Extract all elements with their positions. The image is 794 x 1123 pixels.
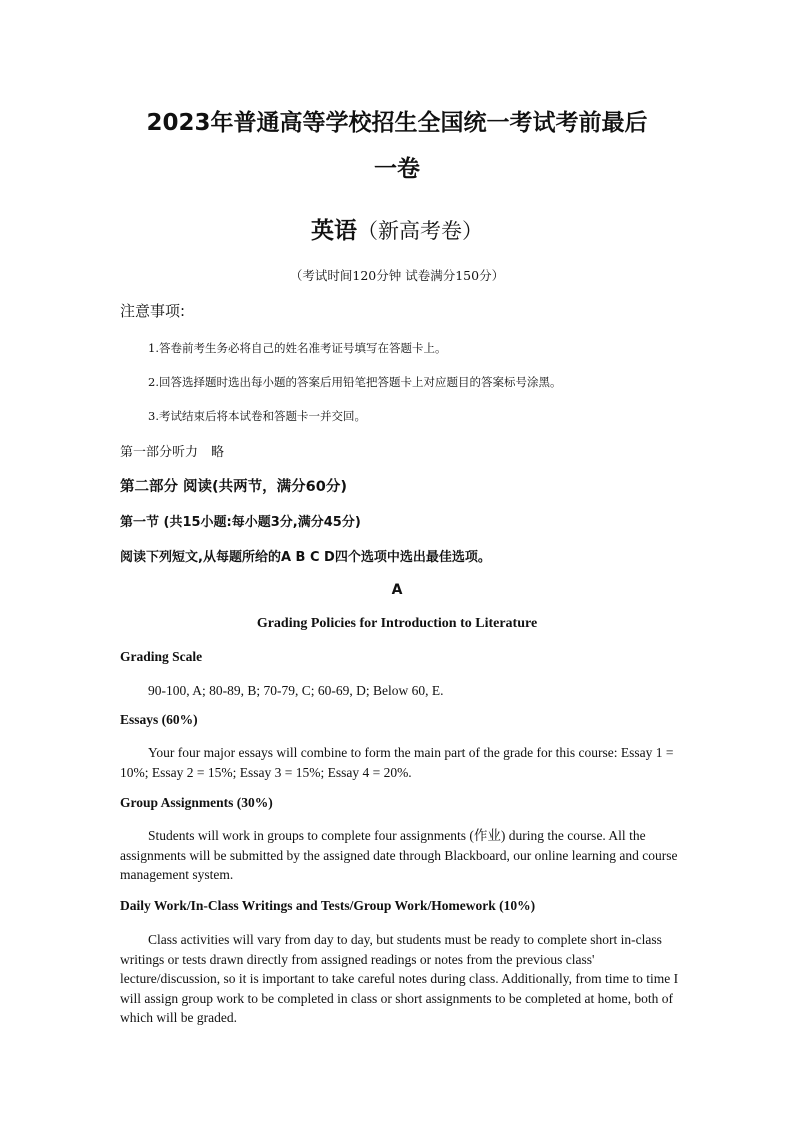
group-assignments-text: Students will work in groups to complete four assignments (作业) during the course. All the assignments will be submitted by the assigned date through Blackboard, our online learning and course management system. — [120, 828, 678, 882]
exam-title-line1: 2023年普通高等学校招生全国统一考试考前最后 — [146, 110, 648, 136]
subject-title — [0, 212, 794, 245]
section-heading-daily-work: Daily Work/In-Class Writings and Tests/Group Work/Homework (10%) — [120, 898, 536, 913]
notice-item: 2.回答选择题时选出每小题的答案后用铅笔把答题卡上对应题目的答案标号涂黑。 — [148, 375, 562, 389]
exam-info: （考试时间120分钟 试卷满分150分） — [289, 268, 505, 283]
subject-name: 英语 — [311, 218, 357, 244]
section-heading-group-assignments: Group Assignments (30%) — [120, 795, 273, 810]
section1-heading: 第一节 (共15小题:每小题3分,满分45分) — [120, 515, 361, 530]
notice-item: 1.答卷前考生务必将自己的姓名准考证号填写在答题卡上。 — [148, 341, 447, 355]
notice-item: 3.考试结束后将本试卷和答题卡一并交回。 — [148, 409, 366, 423]
part2-heading: 第二部分 阅读(共两节，满分60分) — [120, 479, 347, 495]
exam-title-line2: 一卷 — [374, 156, 420, 182]
section-heading-grading-scale: Grading Scale — [120, 649, 203, 664]
reading-instruction: 阅读下列短文,从每题所给的A B C D四个选项中选出最佳选项。 — [120, 550, 491, 565]
notice-heading: 注意事项: — [120, 302, 186, 320]
grading-scale-text: 90-100, A; 80-89, B; 70-79, C; 60-69, D; Below 60, E. — [148, 683, 444, 698]
section-heading-essays: Essays (60%) — [120, 712, 198, 727]
essays-text: Your four major essays will combine to form the main part of the grade for this course: Essay 1 = 10%; Essay 2 = 15%; Essay 3 = 15%; Essay 4 = 20%. — [120, 745, 674, 780]
passage-title: Grading Policies for Introduction to Literature — [256, 616, 538, 631]
passage-label: A — [391, 582, 403, 598]
daily-work-text: Class activities will vary from day to day, but students must be ready to complete short in-class writings or tests drawn directly from assigned readings or notes from the previous class' lecture/discussion, so it is important to take careful notes during class. Additionally, from time to time I will assign group work to be completed in class or short assignments to be completed at home, both of which will be graded. — [120, 932, 679, 1025]
subject-variant: （新高考卷） — [357, 219, 483, 243]
part1-heading: 第一部分听力 略 — [120, 445, 225, 460]
